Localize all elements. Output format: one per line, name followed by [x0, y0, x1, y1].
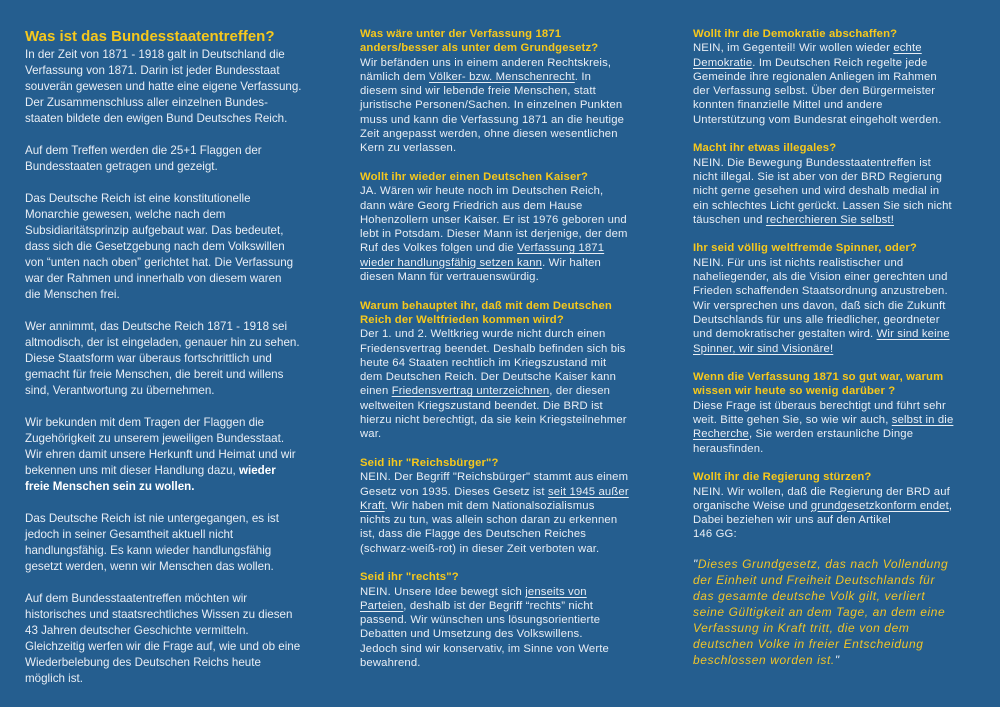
paragraph — [25, 415, 340, 495]
inline-link[interactable]: Völker- bzw. Menschenrecht — [428, 70, 575, 83]
inline-link[interactable]: echte — [893, 42, 922, 55]
text-line: Verfassung in Kraft tritt, die von dem — [693, 620, 910, 635]
inline-link[interactable]: Wir sind keine — [876, 328, 950, 341]
text-segment: , — [948, 499, 953, 512]
text-line: Das Deutsche Reich ist nie untergegangen, es ist — [25, 512, 279, 525]
faq-section — [360, 284, 680, 441]
inline-link[interactable]: Kraft — [360, 499, 385, 512]
paragraph — [693, 256, 993, 356]
inline-link[interactable]: Verfassung 1871 — [517, 242, 605, 255]
text-line: gemacht für freie Menschen, die bereit und willens — [25, 368, 284, 381]
faq-section — [693, 127, 993, 227]
text-line: Macht ihr etwas illegales? — [693, 142, 837, 155]
text-segment: NEIN, im Gegenteil! Wir wollen wieder — [693, 42, 894, 55]
inline-link[interactable]: grundgesetzkonform endet — [810, 499, 949, 512]
paragraph — [360, 585, 680, 671]
text-segment: Ruf des Volkes folgen und die — [360, 242, 518, 255]
inline-link[interactable]: recherchieren Sie selbst! — [765, 213, 895, 226]
spacer — [25, 399, 340, 415]
text-line: Auf dem Bundesstaatentreffen möchten wir — [25, 592, 248, 605]
text-line: Subsidiaritätsprinzip aufgebaut war. Das bedeutet, — [25, 224, 284, 237]
text-line: Seid ihr "rechts"? — [360, 571, 459, 584]
text-segment: . Wir halten — [542, 256, 601, 269]
text-line — [693, 327, 993, 341]
faq-section — [25, 27, 340, 687]
text-segment: nämlich dem — [360, 70, 429, 83]
text-line: von “unten nach oben” gerichtet hat. Die Verfassung — [25, 256, 294, 269]
text-line: Ihr seid völlig weltfremde Spinner, oder? — [693, 242, 917, 255]
text-line — [360, 499, 680, 513]
text-line: der Verfassung selbst. Über den Bürgermeister — [693, 85, 936, 98]
text-line: das gesamte deutsche Volk gilt, verliert — [693, 588, 926, 603]
text-line — [693, 342, 993, 356]
section-heading — [693, 241, 993, 255]
text-line: lebt in Potsdam. Dieser Mann ist derjenige, der dem — [360, 228, 628, 241]
text-line — [693, 652, 993, 668]
text-line: souverän gewesen und hatte eine eigene Verfassung. — [25, 80, 302, 93]
section-heading — [693, 141, 993, 155]
text-line: handlungsfähig. Es kann wieder handlungsfähig — [25, 544, 272, 557]
quote-article-146 — [693, 556, 993, 668]
paragraph — [693, 41, 993, 127]
text-line: Wenn die Verfassung 1871 so gut war, warum — [693, 371, 944, 384]
spacer — [360, 442, 680, 456]
text-segment: , der diesen — [549, 385, 611, 398]
text-segment: Dieses Grundgesetz, das nach Vollendung — [697, 556, 949, 571]
inline-link[interactable]: Demokratie — [693, 56, 753, 69]
text-line: Frieden schaffenden Staatsordnung anzustreben. — [693, 285, 948, 298]
text-line — [693, 56, 993, 70]
text-segment: täuschen und — [693, 213, 766, 226]
inline-link[interactable]: Spinner, wir sind Visionäre! — [693, 342, 834, 355]
text-line — [25, 479, 340, 495]
text-line: nichts zu tun, was allein schon daran zu erkennen — [360, 514, 618, 527]
text-line — [693, 556, 993, 572]
inline-link[interactable]: seit 1945 außer — [547, 485, 629, 498]
text-line — [360, 384, 680, 398]
text-line: der Einheit und Freiheit Deutschlands für — [693, 572, 936, 587]
paragraph — [693, 156, 993, 227]
text-segment: . Wir haben mit dem Nationalsozialismus — [384, 499, 595, 512]
text-line: Kern zu verlassen. — [360, 142, 457, 155]
text-line: NEIN. Für uns ist nichts realistischer und — [693, 256, 904, 269]
column-left — [25, 27, 340, 687]
spacer — [25, 575, 340, 591]
text-line: Deutschlands für uns alle friedlicher, geordneter — [693, 313, 940, 326]
text-line: bewahrend. — [360, 657, 421, 670]
text-line: sind, Verantwortung zu übernehmen. — [25, 384, 215, 397]
text-line: Diese Staatsform war überaus fortschrittlich und — [25, 352, 272, 365]
spacer — [693, 127, 993, 141]
paragraph — [25, 191, 340, 303]
text-line: wissen wir heute so wenig darüber ? — [693, 385, 896, 398]
text-line: 146 GG: — [693, 528, 737, 541]
text-line: Reich der Weltfrieden kommen wird? — [360, 313, 564, 326]
text-line: Auf dem Treffen werden die 25+1 Flaggen der — [25, 144, 262, 157]
text-line: Wollt ihr die Demokratie abschaffen? — [693, 28, 898, 40]
text-line: Gemeinde ihre regionalen Anliegen im Rahmen — [693, 70, 937, 83]
faq-section — [693, 356, 993, 456]
section-heading — [360, 456, 680, 470]
text-line: nicht gerne gesehen und wird deshalb medial in — [693, 185, 940, 198]
paragraph — [25, 143, 340, 175]
text-line: naheliegender, als die Vision einer gerechten und — [693, 271, 948, 284]
paragraph — [360, 327, 680, 441]
faq-section — [360, 27, 680, 156]
text-line — [360, 585, 680, 599]
text-line: seine Gültigkeit an dem Tage, an dem eine — [693, 604, 946, 619]
text-line — [693, 427, 993, 441]
text-line: diesem sind wir lebende freie Menschen, statt — [360, 85, 596, 98]
paragraph — [25, 47, 340, 127]
text-line — [693, 41, 993, 55]
text-segment: NEIN. Unsere Idee bewegt sich — [360, 585, 526, 598]
text-line: Verfassung von 1871. Darin ist jeder Bundesstaat — [25, 64, 280, 77]
text-line: möglich ist. — [25, 672, 83, 685]
text-segment: einen — [360, 385, 392, 398]
bold-text: freie Menschen sein zu wollen. — [25, 480, 195, 493]
text-segment: , Sie werden erstaunliche Dinge — [748, 428, 914, 441]
text-line: hierzu nicht berechtigt, da sie kein Kriegsteilnehmer — [360, 414, 627, 427]
text-line: Wir befänden uns in einem anderen Rechtskreis, — [360, 56, 612, 69]
text-line: Wollt ihr wieder einen Deutschen Kaiser? — [360, 170, 589, 183]
text-line: Der 1. und 2. Weltkrieg wurde nicht durch einen — [360, 328, 606, 341]
inline-link[interactable]: Parteien — [360, 599, 404, 612]
section-heading — [360, 299, 680, 328]
quote-mark: " — [834, 652, 840, 667]
text-line: war. — [360, 428, 382, 441]
text-line — [360, 256, 680, 270]
spacer — [360, 156, 680, 170]
faq-section — [693, 27, 993, 127]
text-line: herausfinden. — [693, 442, 764, 455]
text-line: Zugehörigkeit zu unserem jeweiligen Bundesstaat. — [25, 432, 285, 445]
text-line — [360, 70, 680, 84]
faq-section — [693, 456, 993, 668]
bold-text: wieder — [238, 464, 276, 477]
spacer — [360, 284, 680, 298]
text-line: nicht illegal. Sie ist aber von der BRD Regierung — [693, 170, 943, 183]
text-line: gesetzt werden, wenn wir Menschen das wollen. — [25, 560, 274, 573]
text-line: NEIN. Der Begriff "Reichsbürger" stammt aus einem — [360, 471, 629, 484]
inline-link[interactable]: wieder handlungsfähig setzen kann — [360, 256, 543, 269]
spacer — [25, 303, 340, 319]
text-line: Bundesstaaten getragen und gezeigt. — [25, 160, 218, 173]
text-line: Monarchie gewesen, welche nach dem — [25, 208, 226, 221]
text-line: historisches und staatsrechtliches Wissen zu diesen — [25, 608, 293, 621]
spacer — [693, 356, 993, 370]
paragraph — [360, 470, 680, 556]
text-segment: bekennen uns mit dieser Handlung dazu, — [25, 464, 239, 477]
text-segment: . In — [574, 70, 592, 83]
text-line: Wollt ihr die Regierung stürzen? — [693, 471, 872, 484]
text-line: die Menschen frei. — [25, 288, 120, 301]
text-line: Unterstützung vom Bundesrat eingeholt werden. — [693, 113, 942, 126]
text-line: Wiederbelebung des Deutschen Reichs heute — [25, 656, 261, 669]
inline-link[interactable]: jenseits von — [525, 585, 587, 598]
text-segment: und demokratischer gestalten wird. — [693, 328, 877, 341]
text-line: In der Zeit von 1871 - 1918 galt in Deutschland die — [25, 48, 285, 61]
text-line: Diese Frage ist überaus berechtigt und führt sehr — [693, 399, 946, 412]
text-line: dass sich die Gesetzgebung nach dem Volkswillen — [25, 240, 285, 253]
text-segment: weit. Bitte gehen Sie, so wie wir auch, — [693, 414, 892, 427]
spacer — [693, 227, 993, 241]
quote-mark: " — [693, 556, 698, 571]
text-line: weltweiten Kriegszustand beendet. Die BRD ist — [360, 399, 603, 412]
text-line: heute 64 Staaten rechtlich im Kriegszustand mit — [360, 356, 607, 369]
text-line: diesen Mann für vertrauenswürdig. — [360, 271, 539, 284]
text-line — [693, 213, 993, 227]
section-heading — [693, 370, 993, 399]
paragraph — [693, 485, 993, 542]
column-right — [693, 27, 993, 668]
text-line — [25, 463, 340, 479]
text-line — [693, 413, 993, 427]
text-line: Wir bekunden mit dem Tragen der Flaggen die — [25, 416, 265, 429]
text-line: Dabei beziehen wir uns auf den Artikel — [693, 514, 891, 527]
faq-section — [360, 556, 680, 670]
text-line: staaten bildete den ewigen Bund Deutsches Reich. — [25, 112, 288, 125]
inline-link[interactable]: selbst in die — [891, 414, 954, 427]
text-line — [360, 599, 680, 613]
text-segment: Gesetz von 1935. Dieses Gesetz ist — [360, 485, 548, 498]
text-line: NEIN. Die Bewegung Bundesstaatentreffen ist — [693, 156, 931, 169]
section-heading — [360, 570, 680, 584]
text-line — [360, 241, 680, 255]
section-heading — [360, 170, 680, 184]
text-line: juristische Personen/Sachen. In einzelnen Punkten — [360, 99, 623, 112]
paragraph — [25, 591, 340, 687]
text-line: Wir versprechen uns davon, daß sich die Zukunft — [693, 299, 946, 312]
text-line: war der Rahmen und innerhalb von diesem waren — [25, 272, 282, 285]
text-line: ein schlechtes Licht gerückt. Lassen Sie sich nicht — [693, 199, 952, 212]
text-line: altmodisch, der ist eingeladen, genauer hin zu sehen. — [25, 336, 300, 349]
section-heading — [360, 27, 680, 56]
text-line: Wer annimmt, das Deutsche Reich 1871 - 1918 sei — [25, 320, 288, 333]
text-line: Seid ihr "Reichsbürger"? — [360, 456, 499, 469]
section-heading — [693, 470, 993, 484]
paragraph — [360, 56, 680, 156]
section-heading — [693, 27, 993, 41]
text-line: Was wäre unter der Verfassung 1871 — [360, 28, 562, 40]
text-line: (schwarz-weiß-rot) in dieser Zeit verboten war. — [360, 542, 600, 555]
paragraph — [360, 184, 680, 284]
text-line: anders/besser als unter dem Grundgesetz? — [360, 42, 599, 55]
spacer — [693, 456, 993, 470]
text-line: dann wäre Georg Friedrich aus dem Hause — [360, 199, 583, 212]
column-middle — [360, 27, 680, 670]
text-line: Das Deutsche Reich ist eine konstitutionelle — [25, 192, 251, 205]
spacer — [25, 175, 340, 191]
text-line: passend. Wir wünschen uns lösungsorientierte — [360, 614, 601, 627]
text-line — [360, 485, 680, 499]
text-line: dem Deutschen Reich. Der Deutsche Kaiser kann — [360, 371, 617, 384]
spacer — [360, 556, 680, 570]
text-line: Friedensvertrag beendet. Deshalb befinden sich bis — [360, 342, 626, 355]
faq-section — [360, 156, 680, 285]
text-line: Was ist das Bundesstaatentreffen? — [25, 28, 275, 45]
text-line: NEIN. Wir wollen, daß die Regierung der BRD auf — [693, 485, 950, 498]
text-line: Hohenzollern unser Kaiser. Er ist 1976 geboren und — [360, 213, 627, 226]
faq-section — [360, 442, 680, 556]
text-line: Wir ehren damit unsere Herkunft und Heimat und wir — [25, 448, 296, 461]
text-line: Warum behauptet ihr, daß mit dem Deutschen — [360, 299, 612, 312]
text-line: Debatten und Umsetzung des Volkswillens. — [360, 628, 583, 641]
paragraph — [25, 511, 340, 575]
inline-link[interactable]: Friedensvertrag unterzeichnen — [391, 385, 550, 398]
text-line: ist, dass die Flagge des Deutschen Reiches — [360, 528, 587, 541]
text-line: Jedoch sind wir konservativ, im Sinne von Werte — [360, 642, 609, 655]
text-line: jedoch in seiner Gesamtheit aktuell nicht — [25, 528, 234, 541]
text-line: deutschen Volke in freier Entscheidung — [693, 636, 924, 651]
text-line: JA. Wären wir heute noch im Deutschen Reich, — [360, 185, 604, 198]
spacer — [25, 495, 340, 511]
inline-link[interactable]: Recherche — [693, 428, 749, 441]
text-line: konnten finanzielle Mittel und andere — [693, 99, 883, 112]
paragraph — [25, 319, 340, 399]
faq-section — [693, 227, 993, 356]
text-line: Gleichzeitig werfen wir die Frage auf, wie und ob eine — [25, 640, 301, 653]
text-line: Zeit angepasst werden, ohne diesen wesentlichen — [360, 128, 618, 141]
text-segment: beschlossen worden ist. — [693, 652, 835, 667]
text-line: muss und kann die Verfassung 1871 an die heutige — [360, 113, 625, 126]
text-line: 43 Jahren deutscher Geschichte vermitteln. — [25, 624, 249, 637]
text-line — [693, 499, 993, 513]
spacer — [25, 127, 340, 143]
paragraph — [693, 399, 993, 456]
text-line: Der Zusammenschluss aller einzelnen Bundes- — [25, 96, 268, 109]
text-segment: organische Weise und — [693, 499, 811, 512]
text-segment: , deshalb ist der Begriff “rechts” nicht — [403, 599, 594, 612]
text-segment: . Im Deutschen Reich regelte jede — [752, 56, 928, 69]
spacer — [693, 542, 993, 556]
section-heading — [25, 27, 340, 47]
